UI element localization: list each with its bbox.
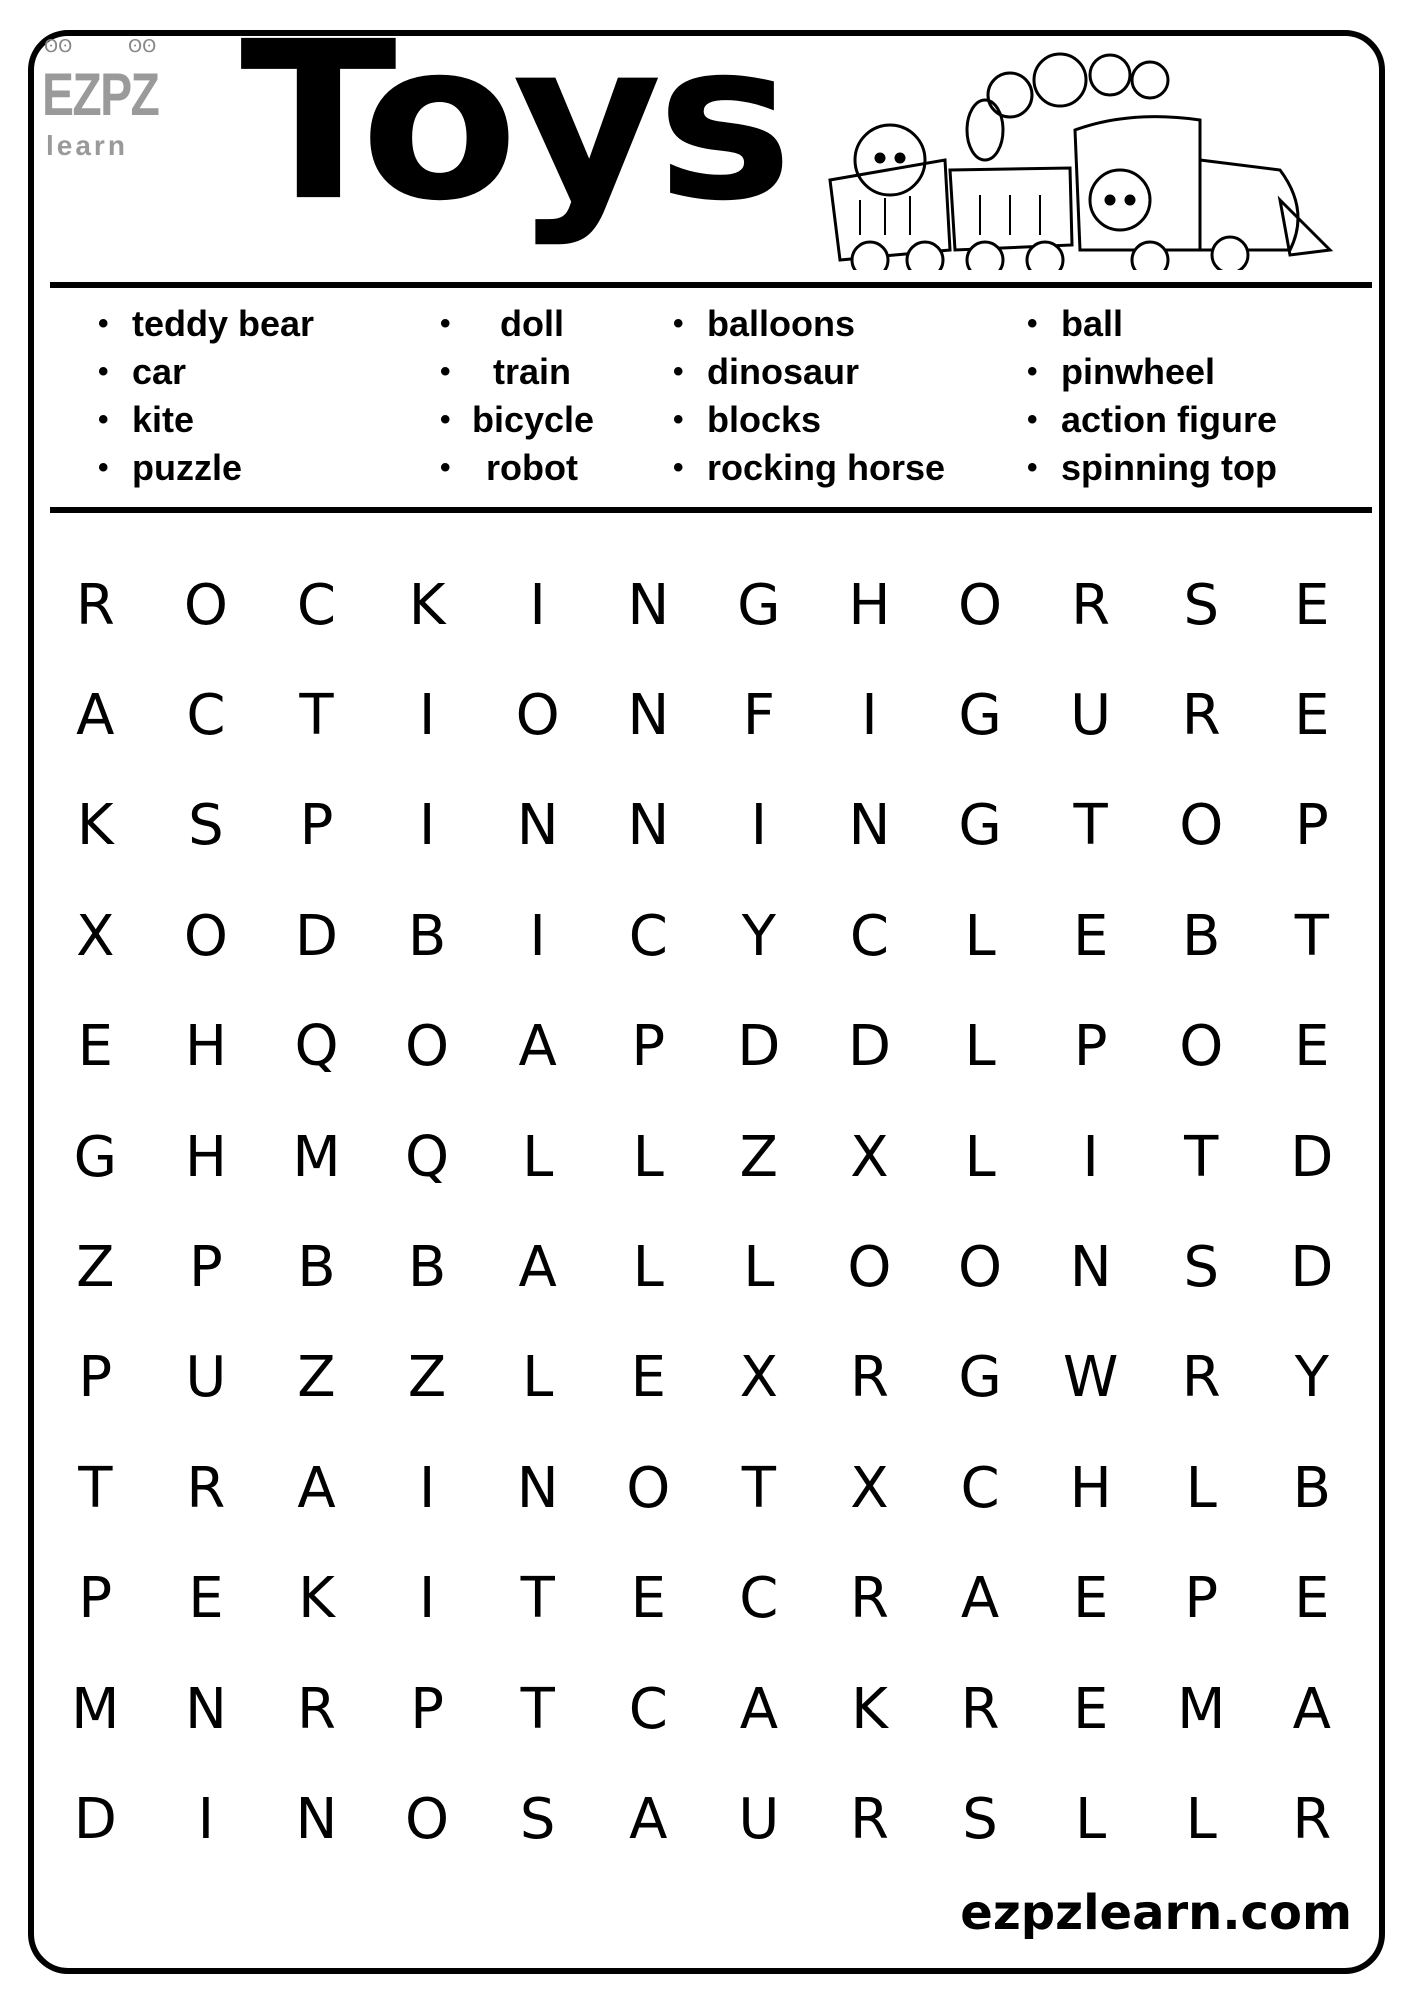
grid-letter[interactable]: R	[849, 1786, 889, 1852]
grid-letter[interactable]: S	[1183, 1235, 1219, 1301]
grid-letter[interactable]: O	[183, 903, 228, 969]
grid-letter[interactable]: F	[742, 683, 775, 749]
grid-letter[interactable]: C	[296, 572, 337, 638]
grid-letter[interactable]: D	[1290, 1124, 1334, 1190]
grid-letter[interactable]: B	[297, 1235, 336, 1301]
word-item	[440, 444, 592, 492]
grid-letter[interactable]: Q	[294, 1014, 339, 1080]
grid-letter[interactable]: D	[847, 1014, 892, 1080]
grid-letter[interactable]: R	[75, 572, 115, 638]
grid-letter[interactable]: O	[1179, 1014, 1224, 1080]
grid-letter[interactable]: T	[1184, 1124, 1219, 1190]
bullet-icon: •	[1027, 451, 1038, 484]
word-label: puzzle	[132, 447, 243, 488]
grid-letter[interactable]: R	[1071, 572, 1111, 638]
grid-letter[interactable]: I	[418, 683, 436, 749]
grid-letter[interactable]: I	[861, 683, 878, 749]
grid-letter[interactable]: M	[292, 1124, 341, 1190]
grid-letter[interactable]: X	[850, 1455, 889, 1521]
grid-letter[interactable]: L	[964, 1014, 996, 1080]
word-label: bicycle	[472, 399, 595, 440]
grid-letter[interactable]: L	[1185, 1786, 1217, 1852]
grid-letter[interactable]: Q	[405, 1124, 450, 1190]
grid-letter[interactable]: P	[631, 1014, 666, 1080]
grid-letter[interactable]: R	[960, 1676, 1000, 1742]
grid-letter[interactable]: C	[628, 1676, 668, 1742]
word-label: action figure	[1061, 399, 1278, 440]
logo-eyes-icon: ʘʘ	[44, 36, 73, 57]
grid-letter[interactable]: O	[626, 1455, 671, 1521]
word-item	[98, 396, 314, 444]
grid-letter[interactable]: A	[960, 1566, 1000, 1632]
grid-letter[interactable]: H	[1069, 1455, 1112, 1521]
grid-letter[interactable]: Z	[407, 1345, 447, 1411]
bullet-icon: •	[98, 451, 109, 484]
grid-letter[interactable]: S	[519, 1786, 556, 1852]
bullet-icon: •	[673, 451, 684, 484]
grid-letter[interactable]: H	[848, 572, 891, 638]
grid-letter[interactable]: E	[1294, 1014, 1330, 1080]
grid-letter[interactable]: I	[418, 1455, 436, 1521]
word-label: ball	[1061, 303, 1124, 344]
grid-letter[interactable]: G	[73, 1124, 117, 1190]
grid-letter[interactable]: B	[1182, 903, 1221, 969]
grid-letter[interactable]: G	[737, 572, 781, 638]
grid-letter[interactable]: K	[408, 572, 446, 638]
toy-train-illustration	[810, 50, 1350, 270]
grid-letter[interactable]: R	[1181, 683, 1221, 749]
grid-letter[interactable]: O	[1179, 793, 1224, 859]
word-item	[673, 396, 945, 444]
bullet-icon: •	[1027, 355, 1038, 388]
ezpz-logo	[36, 30, 206, 161]
grid-letter[interactable]: E	[1072, 1676, 1109, 1742]
grid-letter[interactable]: X	[76, 903, 115, 969]
grid-letter[interactable]: S	[188, 793, 224, 859]
grid-letter[interactable]: Z	[739, 1124, 779, 1190]
grid-letter[interactable]: P	[78, 1345, 113, 1411]
grid-letter[interactable]: E	[630, 1566, 666, 1632]
grid-letter[interactable]: X	[739, 1345, 779, 1411]
grid-letter[interactable]: B	[407, 903, 447, 969]
page-title: Toys	[240, 0, 788, 250]
grid-letter[interactable]: N	[516, 1455, 559, 1521]
grid-letter[interactable]: I	[529, 903, 546, 969]
word-label: spinning top	[1061, 447, 1277, 488]
grid-letter[interactable]: I	[197, 1786, 215, 1852]
bullet-icon: •	[673, 403, 684, 436]
grid-letter[interactable]: T	[520, 1566, 555, 1632]
grid-letter[interactable]: I	[418, 1566, 436, 1632]
grid-letter[interactable]: R	[1181, 1345, 1221, 1411]
letter-grid	[40, 550, 1367, 1875]
word-label: train	[492, 351, 571, 392]
bullet-icon: •	[440, 355, 451, 388]
word-label: doll	[500, 303, 564, 344]
grid-letter[interactable]: T	[1073, 793, 1108, 859]
word-label: teddy bear	[132, 303, 315, 344]
word-item	[673, 300, 945, 348]
grid-letter[interactable]: C	[960, 1455, 1000, 1521]
word-label: pinwheel	[1061, 351, 1216, 392]
grid-letter[interactable]: L	[632, 1124, 664, 1190]
bullet-icon: •	[98, 307, 109, 340]
grid-letter[interactable]: L	[1075, 1786, 1107, 1852]
word-item	[673, 444, 946, 492]
grid-letter[interactable]: O	[183, 572, 228, 638]
grid-letter[interactable]: R	[186, 1455, 226, 1521]
grid-letter[interactable]: A	[76, 683, 115, 749]
bullet-icon: •	[673, 355, 684, 388]
word-label: balloons	[707, 303, 856, 344]
grid-letter[interactable]: L	[632, 1235, 664, 1301]
grid-letter[interactable]: N	[295, 1786, 338, 1852]
grid-letter[interactable]: L	[964, 1124, 996, 1190]
word-label: rocking horse	[707, 447, 946, 488]
grid-letter[interactable]: L	[964, 903, 996, 969]
grid-letter[interactable]: L	[1185, 1455, 1217, 1521]
grid-letter[interactable]: Z	[297, 1345, 336, 1411]
grid-letter[interactable]: G	[958, 683, 1002, 749]
grid-letter[interactable]: L	[743, 1235, 775, 1301]
grid-letter[interactable]: S	[1183, 572, 1219, 638]
word-label: robot	[486, 447, 578, 488]
word-label: blocks	[707, 399, 822, 440]
grid-letter[interactable]: M	[1177, 1676, 1226, 1742]
grid-letter[interactable]: A	[739, 1676, 779, 1742]
grid-letter[interactable]: O	[958, 572, 1003, 638]
grid-letter[interactable]: R	[849, 1566, 889, 1632]
grid-letter[interactable]: T	[520, 1676, 555, 1742]
word-item	[98, 444, 314, 492]
grid-letter[interactable]: I	[418, 793, 436, 859]
grid-letter[interactable]: Y	[741, 903, 776, 969]
grid-letter[interactable]: K	[298, 1566, 335, 1632]
grid-letter[interactable]: P	[1184, 1566, 1219, 1632]
bullet-icon: •	[440, 403, 451, 436]
word-column	[98, 300, 315, 492]
bullet-icon: •	[673, 307, 684, 340]
grid-letter[interactable]: C	[186, 683, 226, 749]
grid-letter[interactable]: K	[76, 793, 114, 859]
grid-letter[interactable]: N	[627, 793, 670, 859]
grid-letter[interactable]: R	[849, 1345, 889, 1411]
grid-letter[interactable]: P	[1073, 1014, 1108, 1080]
grid-letter[interactable]: N	[627, 683, 670, 749]
grid-letter[interactable]: L	[522, 1345, 554, 1411]
word-item	[1027, 348, 1277, 396]
grid-letter[interactable]: E	[1294, 1566, 1330, 1632]
grid-letter[interactable]: R	[1292, 1786, 1332, 1852]
grid-letter[interactable]: M	[71, 1676, 120, 1742]
bullet-icon: •	[98, 403, 109, 436]
word-item	[440, 348, 592, 396]
grid-letter[interactable]: P	[78, 1566, 113, 1632]
grid-letter[interactable]: E	[630, 1345, 666, 1411]
word-item	[673, 348, 945, 396]
grid-letter[interactable]: N	[848, 793, 891, 859]
word-list-divider	[50, 507, 1372, 513]
word-column	[673, 300, 946, 492]
bullet-icon: •	[98, 355, 109, 388]
grid-letter[interactable]: P	[299, 793, 334, 859]
grid-letter[interactable]: U	[738, 1786, 780, 1852]
grid-letter[interactable]: I	[1082, 1124, 1099, 1190]
word-label: car	[132, 351, 187, 392]
grid-letter[interactable]: L	[522, 1124, 554, 1190]
grid-letter[interactable]: G	[958, 793, 1002, 859]
grid-letter[interactable]: P	[410, 1676, 444, 1742]
grid-letter[interactable]: A	[1292, 1676, 1331, 1742]
word-item	[98, 348, 314, 396]
grid-letter[interactable]: C	[739, 1566, 779, 1632]
word-item	[440, 300, 592, 348]
grid-letter[interactable]: D	[737, 1014, 781, 1080]
grid-letter[interactable]: G	[958, 1345, 1002, 1411]
grid-letter[interactable]: A	[518, 1235, 557, 1301]
grid-letter[interactable]: R	[297, 1676, 336, 1742]
word-column	[1027, 300, 1278, 492]
grid-letter[interactable]: Z	[76, 1235, 115, 1301]
grid-letter[interactable]: P	[1294, 793, 1329, 859]
logo-text: EZPZ	[42, 61, 159, 128]
grid-letter[interactable]: H	[184, 1124, 227, 1190]
grid-letter[interactable]: D	[294, 903, 339, 969]
grid-letter[interactable]: E	[1294, 683, 1330, 749]
bullet-icon: •	[440, 451, 451, 484]
grid-letter[interactable]: U	[1070, 683, 1112, 749]
grid-letter[interactable]: O	[405, 1014, 450, 1080]
bullet-icon: •	[1027, 307, 1038, 340]
grid-letter[interactable]: T	[741, 1455, 776, 1521]
grid-letter[interactable]: T	[299, 683, 334, 749]
grid-letter[interactable]: O	[958, 1235, 1003, 1301]
grid-letter[interactable]: E	[1072, 903, 1109, 969]
word-item	[1027, 396, 1278, 444]
word-item	[440, 396, 595, 444]
grid-letter[interactable]: K	[851, 1676, 888, 1742]
grid-letter[interactable]: O	[847, 1235, 892, 1301]
grid-letter[interactable]: B	[407, 1235, 447, 1301]
bullet-icon: •	[440, 307, 451, 340]
grid-letter[interactable]: I	[750, 793, 768, 859]
word-item	[1027, 300, 1277, 348]
website-footer: ezpzlearn.com	[960, 1885, 1352, 1941]
grid-letter[interactable]: E	[1072, 1566, 1109, 1632]
grid-letter[interactable]: A	[518, 1014, 557, 1080]
grid-letter[interactable]: O	[515, 683, 560, 749]
grid-letter[interactable]: H	[184, 1014, 227, 1080]
grid-letter[interactable]: A	[297, 1455, 336, 1521]
grid-letter[interactable]: U	[185, 1345, 227, 1411]
grid-letter[interactable]: S	[962, 1786, 998, 1852]
grid-letter[interactable]: O	[405, 1786, 450, 1852]
grid-letter[interactable]: P	[189, 1235, 223, 1301]
grid-letter[interactable]: X	[850, 1124, 889, 1190]
grid-letter[interactable]: B	[1292, 1455, 1332, 1521]
word-label: kite	[132, 399, 195, 440]
grid-letter[interactable]: N	[1069, 1235, 1112, 1301]
grid-letter[interactable]: D	[73, 1786, 117, 1852]
grid-letter[interactable]: N	[627, 572, 670, 638]
grid-letter[interactable]: E	[77, 1014, 113, 1080]
grid-letter[interactable]: I	[529, 572, 546, 638]
bullet-icon: •	[1027, 403, 1038, 436]
logo-eyes-icon: ʘʘ	[128, 36, 157, 57]
word-item	[98, 300, 315, 348]
header-divider	[50, 282, 1372, 288]
word-label: dinosaur	[707, 351, 860, 392]
grid-letter[interactable]: W	[1062, 1345, 1119, 1411]
grid-letter[interactable]: C	[849, 903, 889, 969]
grid-letter[interactable]: E	[188, 1566, 224, 1632]
grid-letter[interactable]: D	[1290, 1235, 1334, 1301]
logo-subtext: learn	[46, 130, 128, 161]
grid-letter[interactable]: N	[184, 1676, 227, 1742]
grid-letter[interactable]: A	[629, 1786, 668, 1852]
grid-letter[interactable]: C	[628, 903, 668, 969]
word-column	[440, 300, 595, 492]
grid-letter[interactable]: E	[1294, 572, 1330, 638]
word-item	[1027, 444, 1277, 492]
grid-letter[interactable]: T	[1294, 903, 1329, 969]
grid-letter[interactable]: Y	[1294, 1345, 1329, 1411]
grid-letter[interactable]: T	[78, 1455, 113, 1521]
grid-letter[interactable]: N	[516, 793, 559, 859]
